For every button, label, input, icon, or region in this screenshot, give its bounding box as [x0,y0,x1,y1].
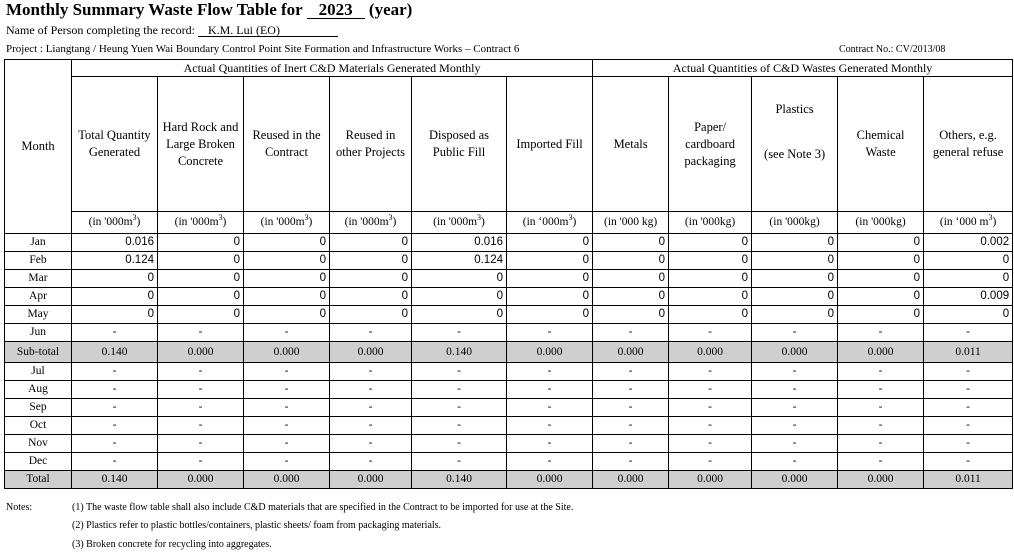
plastics-label: Plastics [775,102,814,116]
month-cell: Sep [5,399,72,417]
value-cell: - [158,453,244,471]
value-cell: 0 [924,306,1013,324]
value-cell: 0.000 [330,342,412,363]
unit-close: ) [222,216,227,228]
value-cell: - [412,381,507,399]
value-cell: - [158,363,244,381]
value-cell: 0.000 [507,471,593,489]
value-cell: - [669,453,752,471]
unit-text: (in ‘000m [522,216,569,228]
waste-flow-table [4,59,1013,489]
month-cell: May [5,306,72,324]
month-cell: Sub-total [5,342,72,363]
person-line [6,23,338,38]
value-cell: 0.000 [507,342,593,363]
value-cell: 0 [669,288,752,306]
value-cell: 0 [412,270,507,288]
value-cell: - [158,435,244,453]
table-row [5,234,1013,252]
value-cell: 0 [507,270,593,288]
unit-close: ) [992,216,997,228]
value-cell: - [752,363,838,381]
value-cell: 0 [752,306,838,324]
value-cell: - [752,324,838,342]
value-cell: 0 [669,270,752,288]
value-cell: 0 [593,270,669,288]
value-cell: 0 [593,234,669,252]
value-cell: - [669,363,752,381]
col-header-paper: Paper/ cardboard packaging [669,77,752,212]
value-cell: - [669,417,752,435]
value-cell: - [412,453,507,471]
month-cell: Total [5,471,72,489]
value-cell: 0.002 [924,234,1013,252]
col-header-public-fill: Disposed as Public Fill [412,77,507,212]
value-cell: 0 [330,234,412,252]
value-cell: 0 [330,270,412,288]
value-cell: 0 [72,288,158,306]
value-cell: - [72,381,158,399]
unit-text: (in '000m [88,216,133,228]
value-cell: 0 [72,306,158,324]
value-cell: 0.000 [330,471,412,489]
value-cell: - [158,399,244,417]
table-row [5,453,1013,471]
note-1: (1) The waste flow table shall also include C&D materials that are specified in the Contract to be imported for use at the Site. [72,502,574,513]
unit-superscript: 3 [218,213,223,223]
value-cell: 0 [507,252,593,270]
value-cell: 0 [72,270,158,288]
value-cell: - [752,453,838,471]
value-cell: - [244,453,330,471]
value-cell: 0 [752,252,838,270]
unit-close: ) [136,216,141,228]
value-cell: - [669,435,752,453]
value-cell: - [593,453,669,471]
value-cell: 0 [924,252,1013,270]
value-cell: - [924,453,1013,471]
title-suffix: (year) [368,0,413,19]
value-cell: 0.140 [412,471,507,489]
col-header-plastics [752,77,838,212]
note-2: (2) Plastics refer to plastic bottles/containers, plastic sheets/ foam from packaging materials. [72,520,442,531]
value-cell: - [838,435,924,453]
unit-cell [924,212,1013,234]
value-cell: 0 [330,252,412,270]
value-cell: 0.000 [669,342,752,363]
value-cell: - [924,399,1013,417]
contract-number: Contract No.: CV/2013/08 [839,44,946,55]
value-cell: 0 [669,234,752,252]
value-cell: 0.011 [924,471,1013,489]
value-cell: - [244,324,330,342]
value-cell: - [244,417,330,435]
table-row [5,270,1013,288]
value-cell: - [412,324,507,342]
value-cell: - [752,381,838,399]
value-cell: 0 [838,234,924,252]
value-cell: - [838,399,924,417]
value-cell: - [507,363,593,381]
value-cell: 0 [838,270,924,288]
value-cell: - [924,417,1013,435]
table-row [5,252,1013,270]
plastics-note: (see Note 3) [764,147,826,161]
value-cell: 0.140 [72,471,158,489]
waste-group-header: Actual Quantities of C&D Wastes Generated Monthly [593,60,1013,77]
unit-cell [72,212,158,234]
value-cell: 0.000 [593,342,669,363]
value-cell: 0 [330,288,412,306]
value-cell: 0 [507,306,593,324]
value-cell: - [838,324,924,342]
unit-superscript: 3 [568,213,573,223]
value-cell: 0.000 [752,471,838,489]
unit-text: (in '000 kg) [603,216,658,228]
note-3: (3) Broken concrete for recycling into aggregates. [72,539,272,550]
col-header-imported-fill: Imported Fill [507,77,593,212]
value-cell: 0 [158,306,244,324]
value-cell: - [330,435,412,453]
unit-superscript: 3 [132,213,137,223]
value-cell: - [72,417,158,435]
value-cell: 0 [244,252,330,270]
value-cell: - [412,435,507,453]
value-cell: 0 [244,306,330,324]
value-cell: 0 [593,306,669,324]
value-cell: - [72,399,158,417]
value-cell: - [838,417,924,435]
unit-text: (in '000m [174,216,219,228]
value-cell: - [412,399,507,417]
value-cell: 0 [412,306,507,324]
value-cell: - [924,363,1013,381]
value-cell: - [72,435,158,453]
value-cell: - [158,324,244,342]
value-cell: - [507,453,593,471]
value-cell: 0.011 [924,342,1013,363]
unit-cell [244,212,330,234]
table-row [5,381,1013,399]
column-header-row [5,77,1013,212]
value-cell: 0.000 [752,342,838,363]
table-row [5,324,1013,342]
value-cell: - [330,417,412,435]
unit-superscript: 3 [388,213,393,223]
unit-close: ) [392,216,397,228]
month-header: Month [5,60,72,234]
value-cell: 0.009 [924,288,1013,306]
value-cell: 0.000 [158,342,244,363]
table-row [5,306,1013,324]
unit-superscript: 3 [988,213,993,223]
unit-text: (in '000m [433,216,478,228]
person-label: Name of Person completing the record: [6,23,195,37]
value-cell: - [330,363,412,381]
value-cell: 0 [924,270,1013,288]
value-cell: - [593,381,669,399]
value-cell: - [838,453,924,471]
month-cell: Jan [5,234,72,252]
unit-close: ) [481,216,485,228]
value-cell: 0 [412,288,507,306]
col-header-reused-other: Reused in other Projects [330,77,412,212]
title-prefix: Monthly Summary Waste Flow Table for [6,0,303,19]
value-cell: - [72,363,158,381]
value-cell: - [924,435,1013,453]
value-cell: 0 [838,288,924,306]
unit-cell [412,212,507,234]
value-cell: 0 [752,270,838,288]
notes-label: Notes: [6,502,33,513]
unit-text: (in '000kg) [855,216,906,228]
value-cell: 0 [752,234,838,252]
value-cell: - [330,324,412,342]
month-cell: Feb [5,252,72,270]
value-cell: - [158,417,244,435]
unit-superscript: 3 [477,213,482,223]
value-cell: 0.000 [158,471,244,489]
table-row [5,288,1013,306]
month-cell: Nov [5,435,72,453]
project-line: Project : Liangtang / Heung Yuen Wai Boundary Control Point Site Formation and Infrastructure Works – Contract 6 [6,43,520,55]
value-cell: 0.000 [838,342,924,363]
table-row [5,363,1013,381]
value-cell: - [752,399,838,417]
month-cell: Oct [5,417,72,435]
unit-superscript: 3 [304,213,309,223]
table-row [5,417,1013,435]
value-cell: - [244,435,330,453]
value-cell: 0 [593,288,669,306]
value-cell: 0.124 [412,252,507,270]
value-cell: 0 [158,288,244,306]
unit-text: (in '000kg) [684,216,736,228]
col-header-total: Total Quantity Generated [72,77,158,212]
unit-text: (in '000m [260,216,305,228]
value-cell: - [593,417,669,435]
unit-row [5,212,1013,234]
col-header-hard-rock: Hard Rock and Large Broken Concrete [158,77,244,212]
value-cell: - [838,381,924,399]
month-cell: Jun [5,324,72,342]
month-cell: Mar [5,270,72,288]
value-cell: - [412,417,507,435]
unit-text: (in '000m [344,216,389,228]
value-cell: - [593,399,669,417]
month-cell: Jul [5,363,72,381]
col-header-metals: Metals [593,77,669,212]
value-cell: 0 [752,288,838,306]
table-row [5,399,1013,417]
unit-cell [330,212,412,234]
value-cell: - [330,381,412,399]
value-cell: 0.000 [838,471,924,489]
value-cell: 0.016 [412,234,507,252]
value-cell: - [838,363,924,381]
value-cell: - [669,381,752,399]
value-cell: 0.000 [244,471,330,489]
value-cell: 0 [507,288,593,306]
table-row [5,435,1013,453]
col-header-reused-contract: Reused in the Contract [244,77,330,212]
month-cell: Apr [5,288,72,306]
value-cell: - [158,381,244,399]
value-cell: - [72,453,158,471]
month-cell: Dec [5,453,72,471]
value-cell: - [507,324,593,342]
unit-text: (in '000kg) [769,216,820,228]
group-header-row [5,60,1013,77]
subtotal-row [5,342,1013,363]
value-cell: - [593,435,669,453]
unit-cell [838,212,924,234]
value-cell: 0.016 [72,234,158,252]
value-cell: - [924,381,1013,399]
value-cell: 0 [330,306,412,324]
value-cell: 0 [158,270,244,288]
inert-group-header: Actual Quantities of Inert C&D Materials Generated Monthly [72,60,593,77]
value-cell: 0 [244,270,330,288]
value-cell: - [507,381,593,399]
total-row [5,471,1013,489]
value-cell: 0 [593,252,669,270]
value-cell: - [593,363,669,381]
person-name: K.M. Lui (EO) [198,24,338,37]
value-cell: - [244,363,330,381]
unit-cell [669,212,752,234]
value-cell: 0 [507,234,593,252]
value-cell: - [330,453,412,471]
value-cell: - [244,399,330,417]
value-cell: - [507,435,593,453]
value-cell: - [669,324,752,342]
value-cell: - [412,363,507,381]
value-cell: - [507,417,593,435]
unit-text: (in ‘000 m [939,216,989,228]
value-cell: - [924,324,1013,342]
unit-cell [507,212,593,234]
value-cell: 0.000 [244,342,330,363]
unit-cell [593,212,669,234]
unit-cell [158,212,244,234]
value-cell: 0 [158,252,244,270]
month-cell: Aug [5,381,72,399]
value-cell: 0.000 [593,471,669,489]
value-cell: - [593,324,669,342]
value-cell: 0.140 [72,342,158,363]
value-cell: 0 [244,288,330,306]
value-cell: 0 [244,234,330,252]
col-header-chemical: Chemical Waste [838,77,924,212]
value-cell: 0 [669,252,752,270]
page-title [6,0,412,20]
value-cell: 0 [158,234,244,252]
value-cell: - [244,381,330,399]
value-cell: - [752,435,838,453]
value-cell: 0 [838,306,924,324]
value-cell: 0.124 [72,252,158,270]
value-cell: - [669,399,752,417]
unit-close: ) [308,216,313,228]
year-field: 2023 [307,1,365,19]
value-cell: - [752,417,838,435]
unit-cell [752,212,838,234]
value-cell: - [330,399,412,417]
value-cell: 0 [838,252,924,270]
value-cell: - [507,399,593,417]
col-header-others: Others, e.g. general refuse [924,77,1013,212]
value-cell: 0.000 [669,471,752,489]
unit-close: ) [572,216,577,228]
value-cell: - [72,324,158,342]
value-cell: 0 [669,306,752,324]
value-cell: 0.140 [412,342,507,363]
